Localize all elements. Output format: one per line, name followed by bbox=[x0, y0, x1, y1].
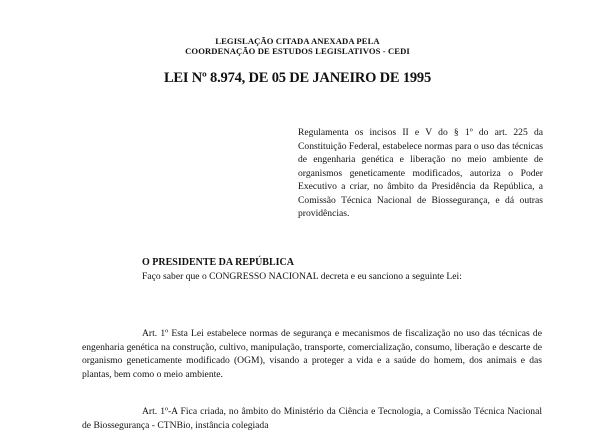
ementa-paragraph: Regulamenta os incisos II e V do § 1º do art. 225 da Constituição Federal, estabelece normas para o uso das técnicas de engenharia genética e liberação no meio ambiente de organismos geneticamente modificados, autoriza o Poder Executivo a criar, no âmbito da Presidência da República, a Comissão Técnica Nacional de Biossegurança, e dá outras providências. bbox=[298, 127, 543, 219]
enactment-paragraph: Faço saber que o CONGRESSO NACIONAL decreta e eu sanciono a seguinte Lei: bbox=[142, 271, 462, 282]
president-heading: O PRESIDENTE DA REPÚBLICA bbox=[142, 257, 294, 268]
article-1-paragraph: Art. 1º Esta Lei estabelece normas de segurança e mecanismos de fiscalização no uso das técnicas de engenharia genética na construção, cultivo, manipulação, transporte, comercialização, consumo, liberação e descarte de organismo geneticamente modificado (OGM), visando a proteger a vida e a saúde do homem, dos animais e das plantas, bem como o meio ambiente. bbox=[82, 328, 542, 380]
law-title: LEI Nº 8.974, DE 05 DE JANEIRO DE 1995 bbox=[163, 70, 432, 86]
header-line-2: COORDENAÇÃO DE ESTUDOS LEGISLATIVOS - CEDI bbox=[185, 46, 410, 56]
article-1a-paragraph: Art. 1º-A Fica criada, no âmbito do Ministério da Ciência e Tecnologia, a Comissão Técnica Nacional de Biossegurança - CTNBio, instância colegiada bbox=[82, 406, 542, 431]
header-line-1: LEGISLAÇÃO CITADA ANEXADA PELA bbox=[215, 36, 380, 46]
